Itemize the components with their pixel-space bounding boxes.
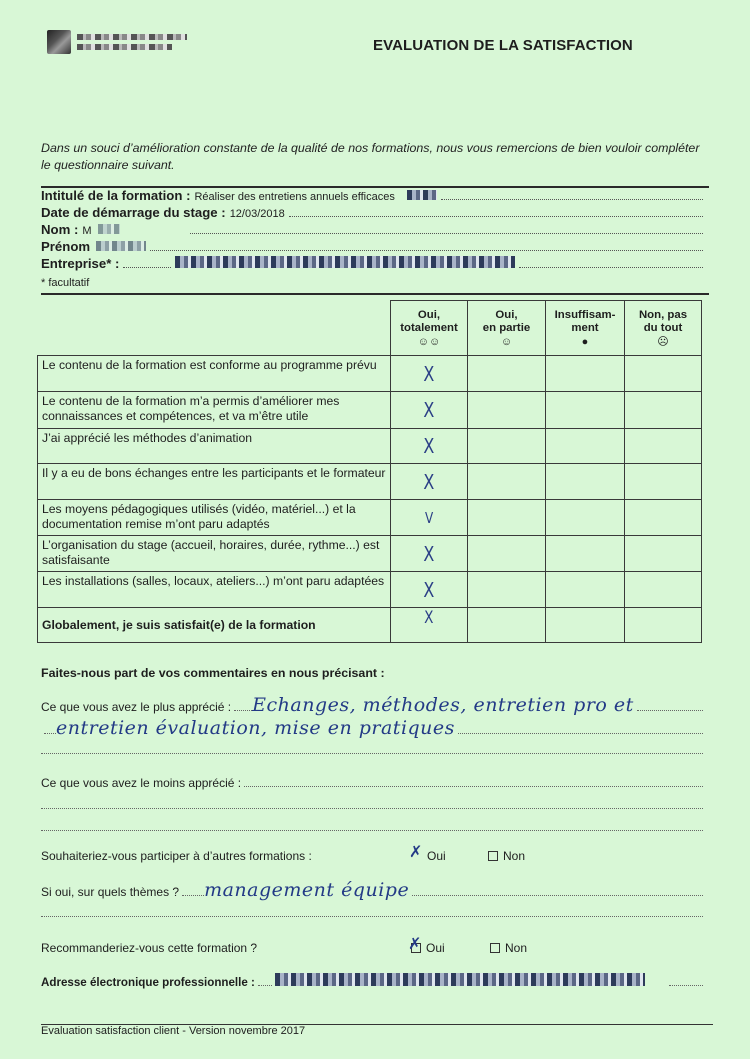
field-label: Nom : [41,222,79,237]
dotted-line [41,744,703,754]
dotted-line [458,724,703,734]
dotted-line [244,777,703,787]
page-title: EVALUATION DE LA SATISFACTION [373,37,633,54]
recommend-oui-checkbox[interactable] [411,941,445,955]
answer-cell-oui-en-partie[interactable] [468,608,546,643]
answer-cell-insuffisamment[interactable] [546,500,625,536]
answer-cell-oui-en-partie[interactable] [468,572,546,608]
handwritten-x-mark-icon: X [423,541,435,566]
answer-cell-non-pas-du-tout[interactable] [625,608,702,643]
redacted-text [96,241,146,251]
answer-cell-oui-totalement[interactable] [391,572,468,608]
option-label: Non [503,849,526,863]
handwritten-x-mark-icon: X [423,577,435,602]
handwritten-answer: entretien évaluation, mise en pratiques [56,717,455,739]
dotted-line [234,701,252,711]
table-row [38,429,702,464]
col-insuffisamment [546,301,625,356]
answer-cell-oui-totalement[interactable] [391,429,468,464]
answer-cell-non-pas-du-tout[interactable] [625,536,702,572]
answer-cell-insuffisamment[interactable] [546,536,625,572]
option-label: Oui [427,849,446,863]
answer-cell-insuffisamment[interactable] [546,608,625,643]
blank-line[interactable] [41,744,703,754]
field-entreprise[interactable] [41,256,703,272]
answer-cell-oui-en-partie[interactable] [468,464,546,500]
answer-cell-oui-totalement[interactable] [391,536,468,572]
answer-cell-insuffisamment[interactable] [546,356,625,392]
col-oui-en-partie [468,301,546,356]
plus-apprecie-field-line2[interactable] [41,717,703,739]
field-label: Prénom [41,239,91,254]
checked-box-icon [411,943,421,953]
sad-face-icon: ☹ [657,336,669,348]
answer-cell-non-pas-du-tout[interactable] [625,464,702,500]
company-logo [47,27,217,57]
table-row [38,464,702,500]
recommend-question [41,941,703,955]
answer-cell-oui-en-partie[interactable] [468,429,546,464]
blank-line[interactable] [41,907,703,917]
header-empty [38,301,391,356]
dotted-line [150,241,703,251]
handwritten-answer: management équipe [204,879,410,901]
dotted-line [41,799,703,809]
neutral-face-icon: ● [581,336,589,348]
redacted-bar [77,44,172,50]
themes-field[interactable] [41,879,703,901]
two-smiley-icon: ☺☺ [417,336,441,348]
dotted-line [637,701,703,711]
answer-cell-non-pas-du-tout[interactable] [625,356,702,392]
option-label: Oui [426,941,445,955]
field-label: Ce que vous avez le moins apprécié : [41,776,242,790]
autres-oui-checkbox[interactable] [412,849,446,863]
answer-cell-oui-en-partie[interactable] [468,392,546,429]
col-label: du tout [643,322,683,334]
handwritten-x-mark-icon: X [423,398,435,422]
moins-apprecie-field[interactable] [41,776,703,790]
field-prenom[interactable] [41,239,703,255]
redacted-email [275,973,645,986]
answer-cell-oui-totalement[interactable] [391,356,468,392]
dotted-line [669,976,703,986]
handwritten-x-mark-icon: X [423,361,435,386]
question-text: Les moyens pédagogiques utilisés (vidéo, matériel...) et la documentation remise m’ont paru adaptés [38,500,391,536]
col-label: Oui, [417,309,441,321]
handwritten-x-mark-icon: X [423,434,435,458]
answer-cell-insuffisamment[interactable] [546,429,625,464]
comments-section-title: Faites-nous part de vos commentaires en nous précisant : [41,666,385,680]
blank-line[interactable] [41,821,703,831]
handwritten-answer: Echanges, méthodes, entretien pro et [252,694,634,716]
dotted-line [412,886,703,896]
dotted-line [41,821,703,831]
table-row [38,608,702,643]
col-label: en partie [482,322,531,334]
col-label: ment [571,322,599,334]
handwritten-x-mark-icon: X [423,469,435,494]
question-text: Les installations (salles, locaux, ateliers...) m’ont paru adaptées [38,572,391,608]
dotted-line [123,258,171,268]
formation-value: Réaliser des entretiens annuels efficaces [194,191,395,203]
field-date[interactable] [41,205,703,222]
answer-cell-non-pas-du-tout[interactable] [625,572,702,608]
table-header-row [38,301,702,356]
empty-box-icon [490,943,500,953]
empty-box-icon [488,851,498,861]
email-field[interactable] [41,976,703,989]
smiley-icon: ☺ [500,336,513,348]
field-formation[interactable] [41,188,703,205]
table-row [38,500,702,536]
answer-cell-oui-totalement[interactable] [391,392,468,429]
field-label: Intitulé de la formation : [41,188,191,203]
plus-apprecie-field[interactable] [41,694,703,716]
table-row [38,392,702,429]
autres-non-checkbox[interactable] [488,849,525,863]
field-label: Si oui, sur quels thèmes ? [41,885,180,899]
handwritten-x-mark-icon: X [424,608,434,628]
col-non-pas-du-tout [625,301,702,356]
question-text: Il y a eu de bons échanges entre les participants et le formateur [38,464,391,500]
field-nom[interactable] [41,222,703,239]
answer-cell-insuffisamment[interactable] [546,392,625,429]
answer-cell-oui-en-partie[interactable] [468,500,546,536]
answer-cell-insuffisamment[interactable] [546,464,625,500]
field-label: Adresse électronique professionnelle : [41,976,255,989]
field-label: Entreprise* : [41,256,120,271]
satisfaction-table [37,300,702,643]
table-row [38,356,702,392]
blank-line[interactable] [41,799,703,809]
col-oui-totalement [391,301,468,356]
redacted-text [98,224,120,234]
answer-cell-oui-en-partie[interactable] [468,536,546,572]
divider [41,293,709,295]
company-name-redacted [77,34,187,50]
field-label: Recommanderiez-vous cette formation ? [41,941,258,955]
question-text: Globalement, je suis satisfait(e) de la formation [38,608,391,643]
field-label: Date de démarrage du stage : [41,205,226,220]
question-text: Le contenu de la formation m’a permis d’améliorer mes connaissances et compétences, et va m’être utile [38,392,391,429]
autres-formations-question [41,849,703,863]
redacted-bar [77,34,187,40]
nom-value: M [82,225,92,237]
intro-text: Dans un souci d’amélioration constante de la qualité de nos formations, nous vous remercions de bien vouloir compléter le questionnaire suivant. [41,141,700,172]
answer-cell-non-pas-du-tout[interactable] [625,429,702,464]
col-label: Oui, [495,309,518,321]
option-label: Non [505,941,528,955]
answer-cell-oui-en-partie[interactable] [468,356,546,392]
dotted-line [258,976,272,986]
table-row [38,572,702,608]
dotted-line [41,907,703,917]
dotted-line [289,207,703,217]
handwritten-check-mark-icon: V [424,508,434,527]
answer-cell-insuffisamment[interactable] [546,572,625,608]
col-label: Insuffisam- [554,309,616,321]
dotted-line [519,258,703,268]
recommend-non-checkbox[interactable] [490,941,527,955]
dotted-line [44,724,56,734]
dotted-line [190,224,703,234]
col-label: Non, pas [638,309,688,321]
field-label: Souhaiteriez-vous participer à d’autres formations : [41,849,312,863]
redacted-text [407,190,437,200]
dotted-line [441,190,703,200]
date-value: 12/03/2018 [229,208,285,220]
footer-text: Evaluation satisfaction client - Version novembre 2017 [41,1025,306,1037]
answer-cell-oui-totalement[interactable] [391,464,468,500]
company-logo-redacted-icon [47,30,71,54]
question-text: Le contenu de la formation est conforme au programme prévu [38,356,391,392]
field-label: Ce que vous avez le plus apprécié : [41,700,232,714]
answer-cell-oui-totalement[interactable] [391,608,468,643]
question-text: L’organisation du stage (accueil, horaires, durée, rythme...) est satisfaisante [38,536,391,572]
facultatif-note: * facultatif [41,277,90,289]
question-text: J’ai apprécié les méthodes d’animation [38,429,391,464]
redacted-handwriting [175,256,515,268]
answer-cell-oui-totalement[interactable] [391,500,468,536]
dotted-line [182,886,204,896]
col-label: totalement [400,322,458,334]
answer-cell-non-pas-du-tout[interactable] [625,392,702,429]
checked-box-icon [412,851,422,861]
table-row [38,536,702,572]
answer-cell-non-pas-du-tout[interactable] [625,500,702,536]
